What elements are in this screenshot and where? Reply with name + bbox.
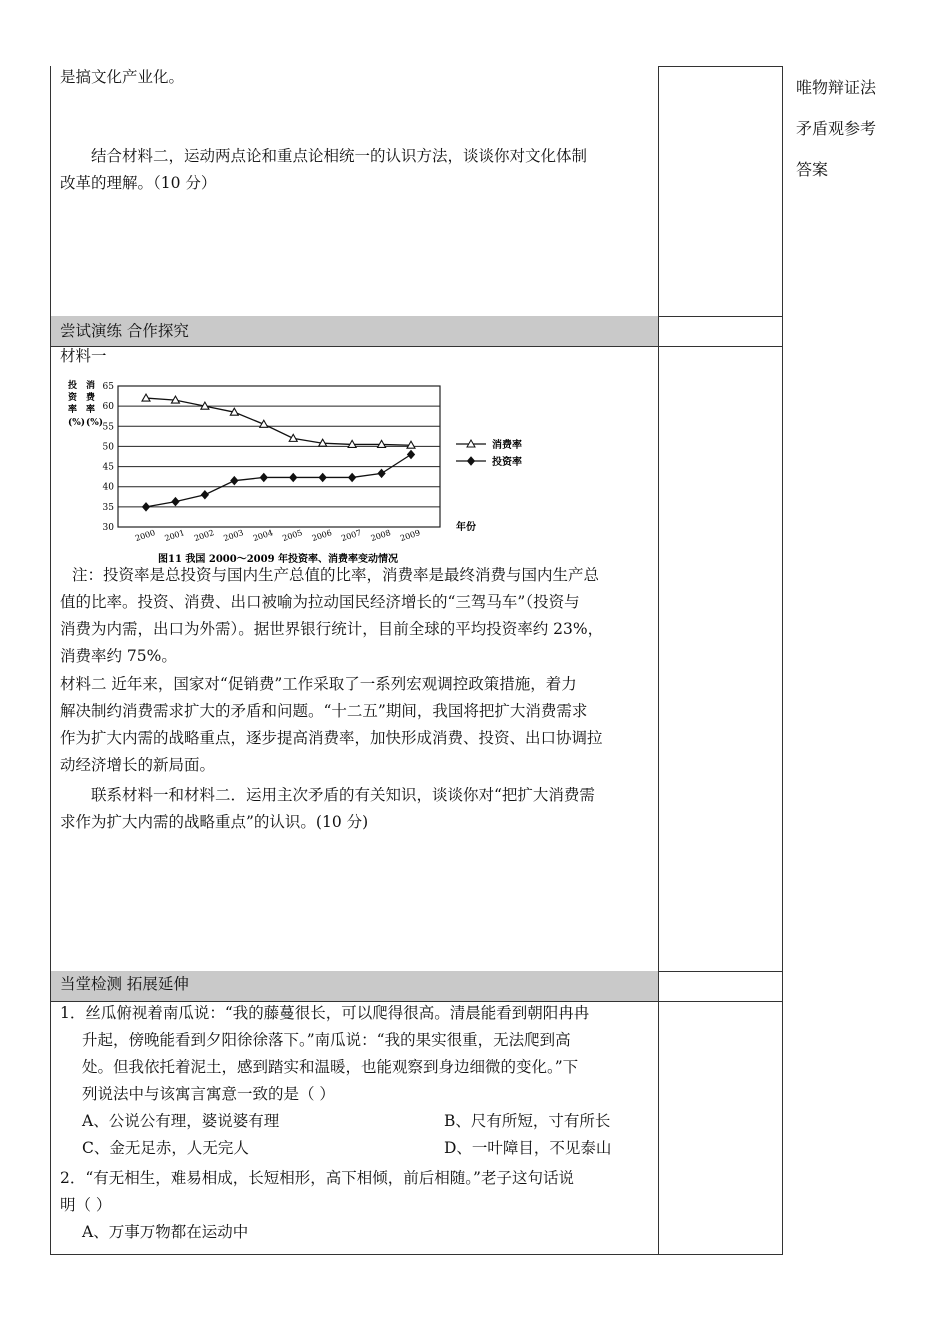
x-tick-2001: 2001: [163, 528, 186, 544]
section2-header-side: [658, 971, 783, 1002]
q1-line-4: 列说法中与该寓言寓意一致的是（ ）: [82, 1085, 335, 1103]
row1-side-cell: [658, 66, 783, 317]
x-tick-2002: 2002: [193, 528, 216, 544]
y-label-left-text-2: 资: [68, 393, 78, 403]
series-1-point-9: [408, 450, 415, 458]
series-1-point-1: [172, 498, 179, 506]
section1-header-side: [658, 316, 783, 347]
q2-option-a[interactable]: A、万事万物都在运动中: [82, 1223, 249, 1241]
y-tick-50: 50: [102, 442, 114, 453]
q1-option-c[interactable]: C、金无足赤，人无完人: [82, 1139, 249, 1157]
y-tick-labels: [103, 382, 115, 533]
y-tick-35: 35: [102, 502, 114, 513]
x-axis-label: 年份: [456, 522, 476, 533]
chart-legend: [456, 438, 522, 468]
y-label-left-text: 投: [68, 381, 78, 391]
question-2: [60, 1165, 652, 1246]
y-tick-45: 45: [102, 462, 114, 473]
q1-line-3: 处。但我依托着泥土，感到踏实和温暖，也能观察到身边细微的变化。”下: [82, 1058, 579, 1076]
material2-line-3: 作为扩大内需的战略重点，逐步提高消费率，加快形成消费、投资、出口协调拉: [60, 729, 603, 747]
y-tick-30: 30: [102, 523, 114, 533]
section1-question: [60, 782, 652, 836]
series-1-point-7: [349, 473, 356, 481]
series-1-point-8: [378, 469, 385, 477]
side-note-3: 答案: [796, 160, 829, 179]
series-line-0: [146, 398, 411, 445]
series-1-point-5: [290, 473, 297, 481]
section1-question-line-1: 联系材料一和材料二．运用主次矛盾的有关知识，谈谈你对“把扩大消费需: [91, 786, 595, 804]
y-tick-65: 65: [102, 382, 114, 392]
material2: [60, 671, 652, 779]
q2-line-1: 2．“有无相生，难易相成，长短相形，高下相倾，前后相随。”老子这句话说: [60, 1169, 574, 1187]
x-tick-2009: 2009: [399, 528, 422, 544]
series-line-1: [146, 454, 411, 506]
section1-header: 尝试演练 合作探究: [60, 322, 189, 340]
q1-option-a[interactable]: A、公说公有理，婆说婆有理: [82, 1112, 280, 1130]
chart-title: 图11 我国 2000～2009 年投资率、消费率变动情况: [158, 554, 399, 565]
q1-line-1: 1．丝瓜俯视着南瓜说：“我的藤蔓很长，可以爬得很高。清晨能看到朝阳冉冉: [60, 1004, 590, 1022]
y-tick-55: 55: [102, 422, 114, 433]
series-1-point-4: [260, 473, 267, 481]
section1-question-line-2: 求作为扩大内需的战略重点”的认识。(10 分): [60, 813, 369, 831]
series-1-point-3: [231, 477, 238, 485]
line-chart: [66, 378, 536, 566]
chart-series: [142, 394, 415, 511]
x-tick-labels: [134, 528, 421, 543]
note-line-3: 消费为内需，出口为外需）。据世界银行统计，目前全球的平均投资率约 23%，: [60, 620, 604, 638]
material1-label: 材料一: [60, 347, 107, 365]
q1-line-2: 升起，傍晚能看到夕阳徐徐落下。”南瓜说：“我的果实很重，无法爬到高: [82, 1031, 571, 1049]
top-block: [60, 64, 652, 91]
material2-line-4: 动经济增长的新局面。: [60, 756, 216, 774]
y-tick-60: 60: [102, 402, 114, 413]
series-1-point-6: [319, 473, 326, 481]
q1-option-b[interactable]: B、尺有所短，寸有所长: [444, 1112, 611, 1130]
note-line-1: 注：投资率是总投资与国内生产总值的比率，消费率是最终消费与国内生产总: [72, 566, 600, 584]
x-tick-2006: 2006: [310, 528, 333, 544]
top-question-line2: 改革的理解。（10 分）: [60, 174, 217, 192]
q2-line-2: 明（ ）: [60, 1196, 112, 1214]
material2-line-2: 解决制约消费需求扩大的矛盾和问题。“十二五”期间，我国将把扩大消费需求: [60, 702, 588, 720]
series-1-point-2: [201, 491, 208, 499]
x-tick-2003: 2003: [222, 528, 245, 544]
legend-label-1: 投资率: [492, 457, 522, 468]
y-label-right-text: 消: [86, 381, 96, 391]
top-question-line1: 结合材料二，运动两点论和重点论相统一的认识方法，谈谈你对文化体制: [91, 147, 588, 165]
x-tick-2007: 2007: [340, 528, 363, 544]
plot-frame: [118, 386, 440, 527]
q1-options-row-2: [60, 1135, 652, 1162]
material2-line-1: 材料二 近年来，国家对“促销费”工作采取了一系列宏观调控政策措施，着力: [60, 675, 577, 693]
legend-label-0: 消费率: [492, 440, 522, 451]
x-tick-2004: 2004: [251, 528, 275, 544]
y-label-left-text-3: 率: [68, 405, 78, 415]
y-label-right-text-2: 费: [86, 393, 96, 403]
section2-header: 当堂检测 拓展延伸: [60, 975, 189, 993]
series-0-point-5: [289, 434, 297, 441]
x-tick-2000: 2000: [134, 528, 157, 544]
side-note-2: 矛盾观参考: [796, 119, 877, 138]
top-question: [60, 143, 652, 197]
y-label-right-text-4: (%): [86, 418, 104, 428]
series-1-point-0: [143, 503, 150, 511]
chart-grid: [118, 386, 440, 527]
q1-options-row-1: [60, 1108, 652, 1135]
note-line-4: 消费率约 75%。: [60, 647, 177, 665]
series-0-point-0: [142, 394, 150, 401]
question-1: [60, 1000, 652, 1162]
note-line-2: 值的比率。投资、消费、出口被喻为拉动国民经济增长的“三驾马车”（投资与: [60, 593, 580, 611]
x-tick-2005: 2005: [281, 528, 304, 544]
side-note-1: 唯物辩证法: [796, 78, 877, 97]
top-line: 是搞文化产业化。: [60, 68, 185, 86]
y-tick-40: 40: [102, 482, 114, 493]
section1-body-side: [658, 346, 783, 972]
legend-marker-1: [468, 457, 475, 465]
y-label-right-text-3: 率: [86, 405, 96, 415]
material1-note: [60, 562, 652, 670]
section2-body-side: [658, 1001, 783, 1255]
x-tick-2008: 2008: [369, 528, 392, 544]
y-axis-left-label: [68, 379, 103, 428]
y-label-left-text-4: (%): [68, 418, 86, 428]
q1-option-d[interactable]: D、一叶障目，不见泰山: [444, 1139, 612, 1157]
